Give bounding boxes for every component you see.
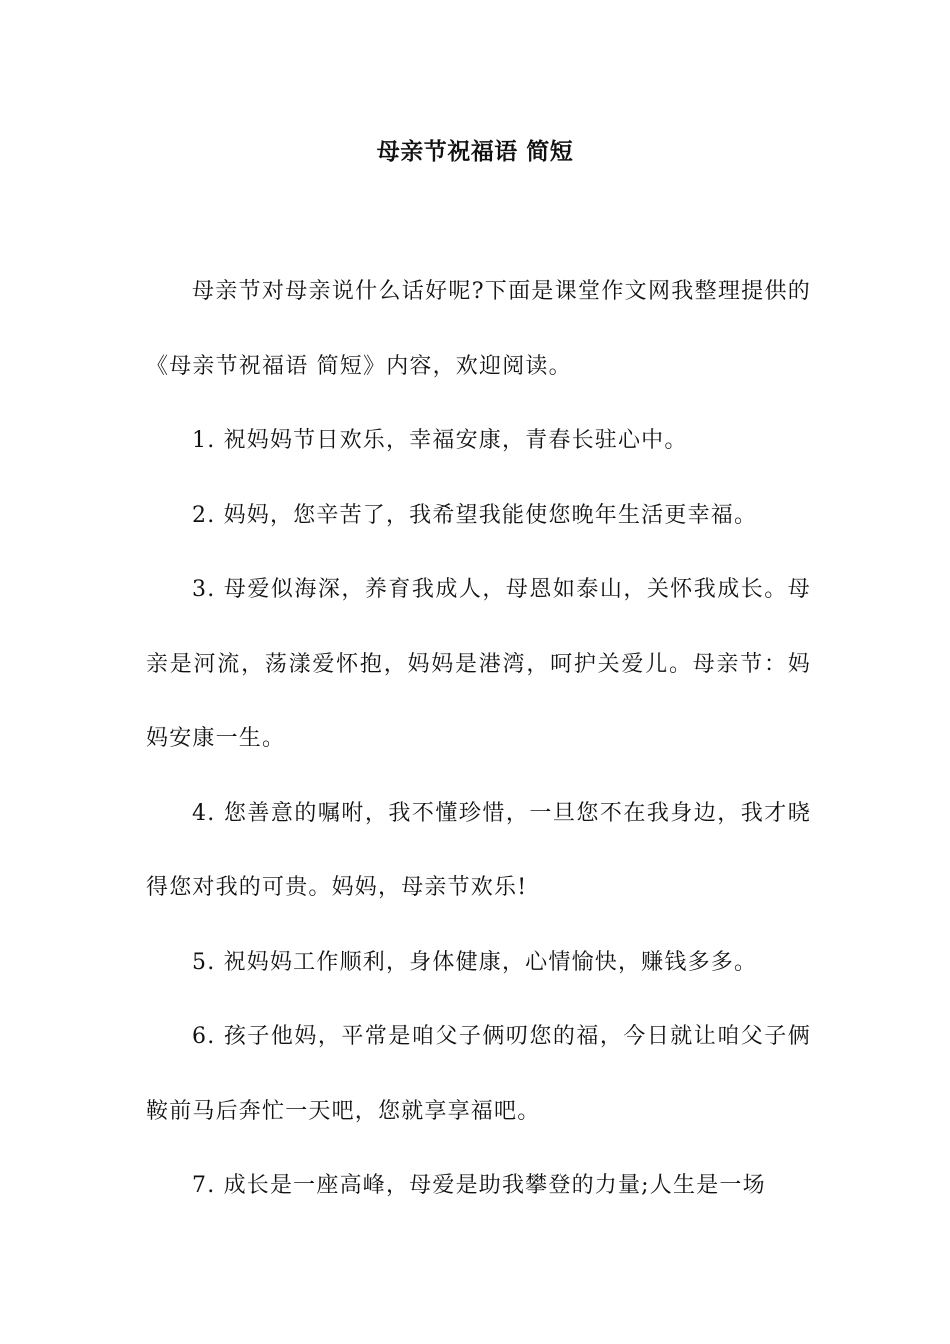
paragraph-item-6: 6. 孩子他妈，平常是咱父子俩叨您的福，今日就让咱父子俩鞍前马后奔忙一天吧，您就享享福吧。 <box>146 1024 811 1124</box>
paragraph-item-3: 3. 母爱似海深，养育我成人，母恩如泰山，关怀我成长。母亲是河流，荡漾爱怀抱，妈妈是港湾，呵护关爱儿。母亲节：妈妈安康一生。 <box>146 577 811 751</box>
paragraph-item-1: 1. 祝妈妈节日欢乐，幸福安康，青春长驻心中。 <box>192 428 688 453</box>
document-body <box>146 255 811 1224</box>
paragraph-item-2: 2. 妈妈，您辛苦了，我希望我能使您晚年生活更幸福。 <box>192 502 758 528</box>
paragraph-item-7: 7. 成长是一座高峰，母爱是助我攀登的力量;人生是一场 <box>192 1173 766 1198</box>
paragraph-item-5: 5. 祝妈妈工作顺利，身体健康，心情愉快，赚钱多多。 <box>192 949 758 975</box>
paragraph-item-4: 4. 您善意的嘱咐，我不懂珍惜，一旦您不在我身边，我才晓得您对我的可贵。妈妈，母亲节欢乐! <box>146 800 811 900</box>
document-title: 母亲节祝福语 简短 <box>376 138 574 165</box>
paragraph-intro: 母亲节对母亲说什么话好呢?下面是课堂作文网我整理提供的《母亲节祝福语 简短》内容，欢迎阅读。 <box>146 279 811 379</box>
